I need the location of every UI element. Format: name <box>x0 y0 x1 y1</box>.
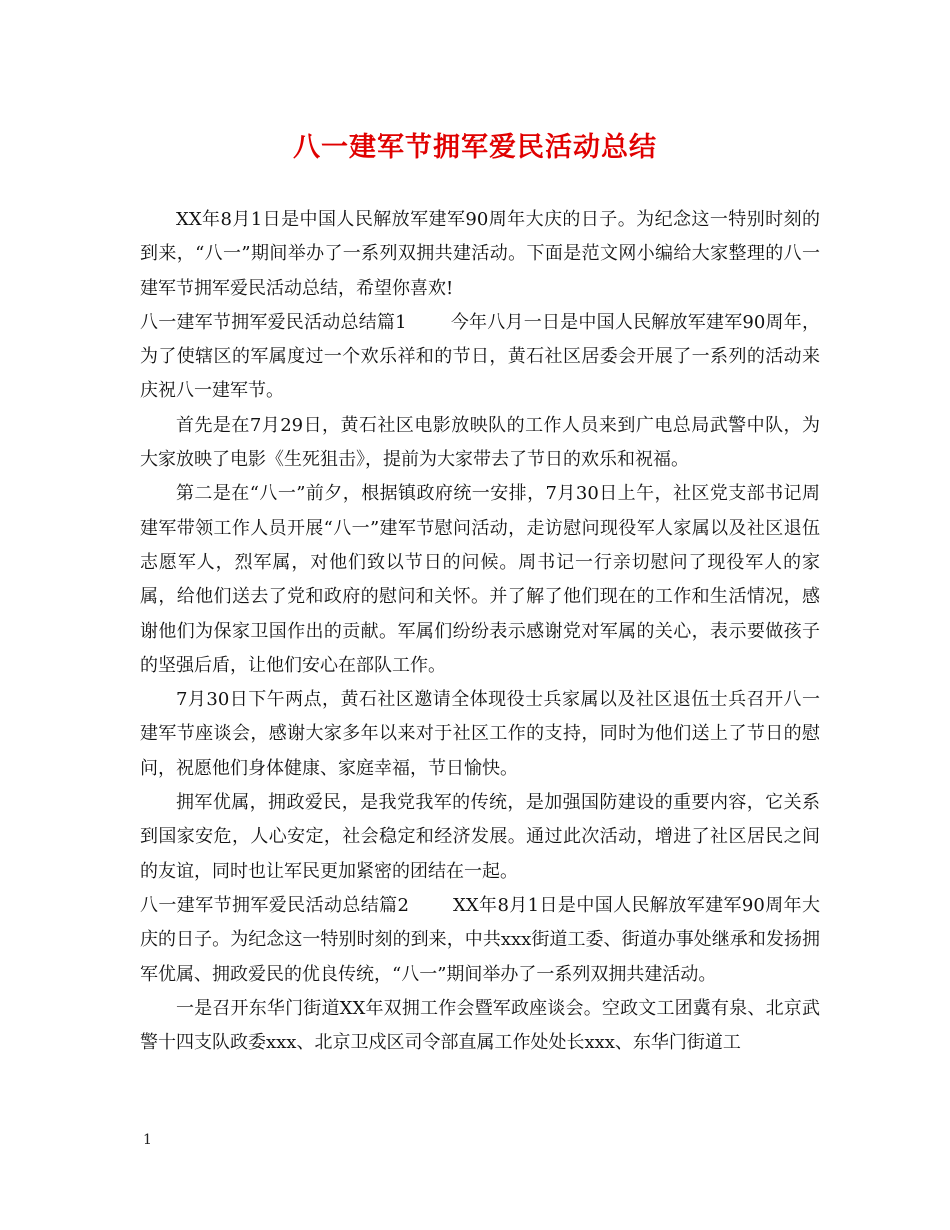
document-body <box>140 203 820 1060</box>
section-1-paragraph <box>140 306 820 409</box>
section-2-heading: 八一建军节拥军爱民活动总结篇2 <box>140 894 410 916</box>
page-number: 1 <box>143 1132 152 1148</box>
section-1-text: 今年八月一日是中国人民解放军建军90周年，为了使辖区的军属度过一个欢乐祥和的节日，黄石社区居委会开展了一系列的活动来庆祝八一建军节。 <box>140 311 821 402</box>
body-paragraph: 拥军优属，拥政爱民，是我党我军的传统，是加强国防建设的重要内容，它关系到国家安危，人心安定，社会稳定和经济发展。通过此次活动，增进了社区居民之间的友谊，同时也让军民更加紧密的团结在一起。 <box>140 792 820 882</box>
intro-paragraph: XX年8月1日是中国人民解放军建军90周年大庆的日子。为纪念这一特别时刻的到来，“八一”期间举办了一系列双拥共建活动。下面是范文网小编给大家整理的八一建军节拥军爱民活动总结，希望你喜欢! <box>140 209 820 299</box>
document-title: 八一建军节拥军爱民活动总结 <box>293 132 657 163</box>
section-2-paragraph <box>140 889 820 992</box>
body-paragraph: 第二是在“八一”前夕，根据镇政府统一安排，7月30日上午，社区党支部书记周建军带领工作人员开展“八一”建军节慰问活动，走访慰问现役军人家属以及社区退伍志愿军人，烈军属，对他们致以节日的问候。周书记一行亲切慰问了现役军人的家属，给他们送去了党和政府的慰问和关怀。并了解了他们现在的工作和生活情况，感谢他们为保家卫国作出的贡献。军属们纷纷表示感谢党对军属的关心，表示要做孩子的坚强后盾，让他们安心在部队工作。 <box>140 483 820 676</box>
body-paragraph: 7月30日下午两点，黄石社区邀请全体现役士兵家属以及社区退伍士兵召开八一建军节座谈会，感谢大家多年以来对于社区工作的支持，同时为他们送上了节日的慰问，祝愿他们身体健康、家庭幸福，节日愉快。 <box>140 689 820 779</box>
body-paragraph: 一是召开东华门街道XX年双拥工作会暨军政座谈会。空政文工团冀有泉、北京武警十四支队政委xxx、北京卫戍区司令部直属工作处处长xxx、东华门街道工 <box>140 997 820 1054</box>
body-paragraph: 首先是在7月29日，黄石社区电影放映队的工作人员来到广电总局武警中队，为大家放映了电影《生死狙击》，提前为大家带去了节日的欢乐和祝福。 <box>140 414 820 471</box>
section-1-heading: 八一建军节拥军爱民活动总结篇1 <box>140 311 407 333</box>
section-2-text: XX年8月1日是中国人民解放军建军90周年大庆的日子。为纪念这一特别时刻的到来，中共xxx街道工委、街道办事处继承和发扬拥军优属、拥政爱民的优良传统，“八一”期间举办了一系列双拥共建活动。 <box>140 894 820 985</box>
